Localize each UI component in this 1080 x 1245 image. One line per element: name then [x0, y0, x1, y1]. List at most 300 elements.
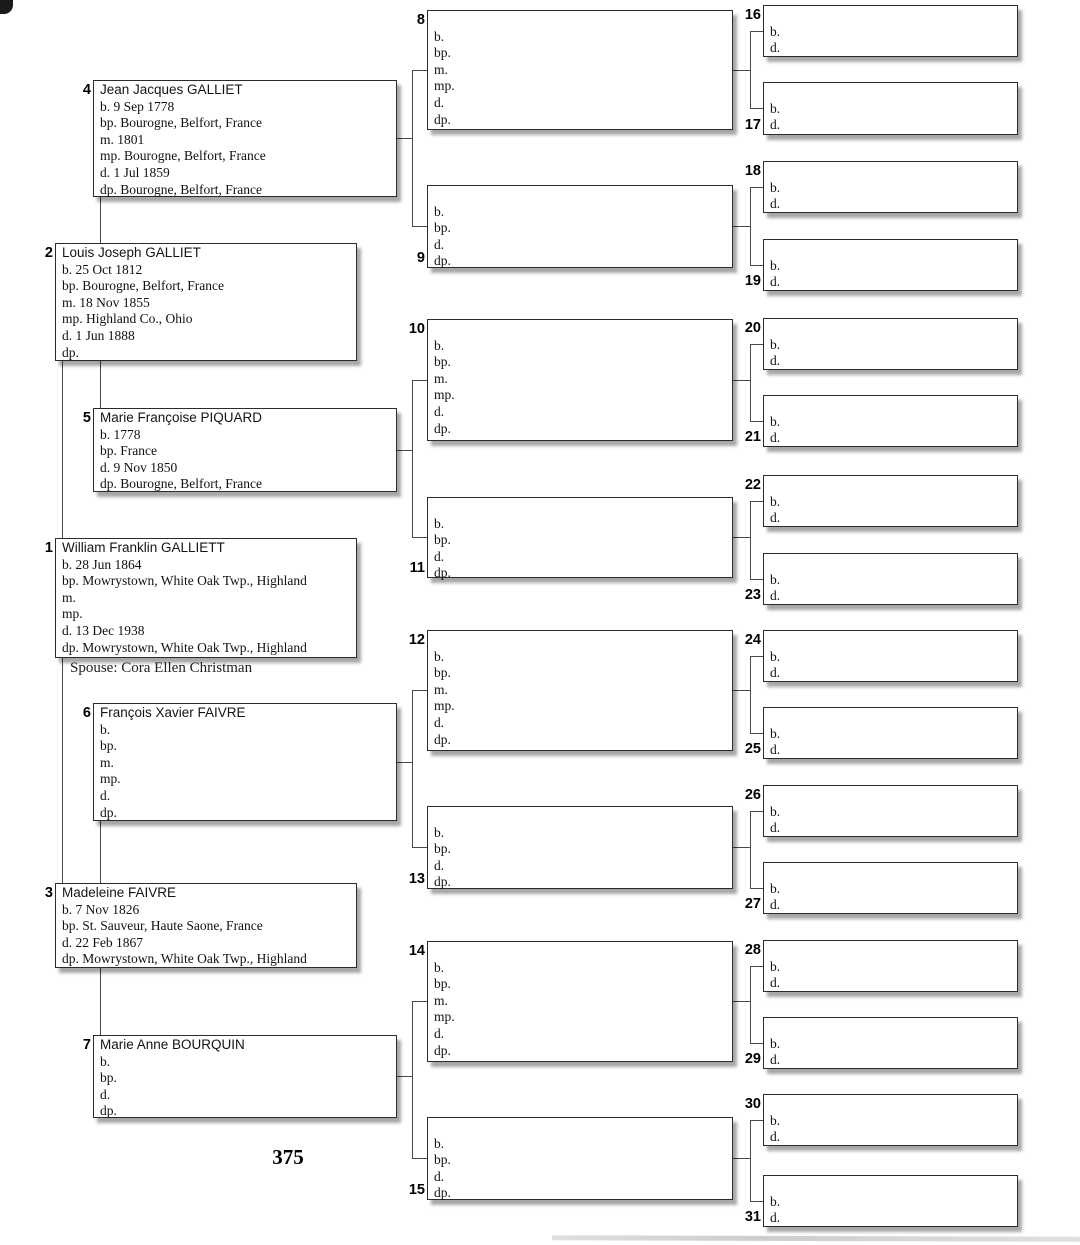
field-label: b. [62, 261, 73, 277]
connector-line [750, 421, 763, 422]
connector-line [733, 380, 750, 381]
field-label: d. [770, 40, 781, 55]
field-value: 22 Feb 1867 [75, 934, 143, 950]
field-label: b. [434, 28, 445, 44]
field-label: b. [434, 648, 445, 664]
field-label: bp. [100, 738, 117, 754]
person-box-14 [427, 941, 733, 1062]
field-value: Bourogne, Belfort, France [82, 278, 224, 294]
person-field-line [100, 771, 394, 788]
person-box-13 [427, 806, 733, 889]
field-label: dp. [100, 476, 117, 492]
field-label: b. [100, 98, 111, 114]
person-name [434, 1119, 730, 1136]
person-field-line [434, 237, 730, 254]
person-box-23 [763, 553, 1018, 605]
person-number: 22 [744, 477, 761, 493]
connector-line [100, 361, 101, 408]
person-field-line [434, 371, 730, 388]
page-edge-shadow [552, 1235, 1080, 1241]
field-label: b. [434, 1135, 445, 1151]
connector-line [397, 762, 412, 763]
connector-line [100, 197, 101, 243]
connector-line [750, 108, 763, 109]
person-field-line [62, 640, 354, 657]
person-field-line [770, 414, 1015, 430]
person-number: 15 [408, 1182, 425, 1198]
field-label: bp. [62, 278, 79, 294]
field-label: dp. [434, 420, 451, 436]
person-field-line [770, 804, 1015, 820]
person-field-line [100, 1070, 394, 1087]
field-label: mp. [100, 148, 121, 164]
person-number: 12 [408, 632, 425, 648]
person-box-4 [93, 80, 397, 197]
connector-line [750, 1120, 751, 1201]
field-label: d. [770, 665, 781, 680]
connector-line [750, 811, 751, 888]
spouse-note: Spouse: Cora Ellen Christman [70, 660, 253, 676]
field-value: 25 Oct 1812 [75, 261, 143, 277]
person-number: 7 [82, 1037, 91, 1053]
person-box-19 [763, 239, 1018, 291]
person-name [770, 242, 1015, 258]
person-number: 28 [744, 942, 761, 958]
person-box-31 [763, 1175, 1018, 1227]
field-label: m. [62, 294, 76, 310]
person-field-line [100, 182, 394, 199]
person-field-line [434, 825, 730, 842]
person-field-line [434, 62, 730, 79]
person-number: 26 [744, 787, 761, 803]
person-field-line [100, 115, 394, 132]
field-label: dp. [434, 1042, 451, 1058]
person-field-line [100, 722, 394, 739]
field-label: mp. [62, 606, 83, 622]
person-field-line [62, 623, 354, 640]
field-label: b. [62, 901, 73, 917]
person-field-line [434, 95, 730, 112]
person-field-line [100, 427, 394, 444]
person-field-line [62, 935, 354, 952]
person-box-29 [763, 1017, 1018, 1069]
field-label: b. [100, 1053, 111, 1069]
connector-line [733, 1001, 750, 1002]
person-field-line [434, 253, 730, 270]
field-label: b. [770, 180, 781, 195]
person-field-line [434, 665, 730, 682]
person-field-line [100, 738, 394, 755]
person-name [770, 8, 1015, 24]
field-label: b. [770, 804, 781, 819]
person-box-18 [763, 161, 1018, 213]
field-value: Bourogne, Belfort, France [120, 476, 262, 492]
field-label: d. [770, 897, 781, 912]
connector-line [750, 265, 763, 266]
person-field-line [434, 29, 730, 46]
person-box-5 [93, 408, 397, 492]
person-name [770, 943, 1015, 959]
field-label: b. [770, 101, 781, 116]
person-number: 23 [744, 587, 761, 603]
connector-line [750, 344, 751, 421]
field-label: mp. [434, 78, 455, 94]
person-number: 4 [82, 82, 91, 98]
field-label: b. [434, 515, 445, 531]
person-field-line [770, 430, 1015, 446]
person-field-line [770, 742, 1015, 758]
field-label: mp. [434, 1009, 455, 1025]
field-label: d. [434, 857, 445, 873]
person-box-25 [763, 707, 1018, 759]
person-field-line [100, 1087, 394, 1104]
field-label: bp. [62, 573, 79, 589]
person-name: Marie Françoise PIQUARD [100, 410, 263, 425]
connector-line [750, 811, 763, 812]
field-value: Highland Co., Ohio [86, 311, 193, 327]
field-label: b. [770, 494, 781, 509]
field-label: b. [770, 1113, 781, 1128]
person-box-28 [763, 940, 1018, 992]
connector-line [412, 380, 427, 381]
field-label: dp. [434, 731, 451, 747]
person-name [434, 632, 730, 649]
person-box-17 [763, 82, 1018, 135]
person-field-line [434, 976, 730, 993]
field-label: bp. [434, 220, 451, 236]
person-name: Marie Anne BOURQUIN [100, 1037, 245, 1052]
person-field-line [62, 606, 354, 623]
person-number: 3 [44, 885, 53, 901]
person-box-24 [763, 630, 1018, 682]
person-field-line [62, 295, 354, 312]
connector-line [412, 226, 427, 227]
person-field-line [62, 590, 354, 607]
person-number: 8 [416, 12, 425, 28]
person-field-line [770, 494, 1015, 510]
field-label: d. [770, 510, 781, 525]
person-field-line [770, 1210, 1015, 1226]
person-field-line [434, 404, 730, 421]
connector-line [733, 226, 750, 227]
field-label: d. [100, 459, 111, 475]
person-field-line [100, 132, 394, 149]
field-label: m. [434, 61, 448, 77]
person-field-line [434, 993, 730, 1010]
connector-line [750, 1120, 763, 1121]
person-field-line [770, 101, 1015, 117]
scan-corner-artifact [0, 0, 13, 14]
person-field-line [434, 338, 730, 355]
person-field-line [434, 516, 730, 533]
person-field-line [434, 1136, 730, 1153]
field-label: d. [434, 94, 445, 110]
connector-line [733, 537, 750, 538]
person-name [770, 788, 1015, 804]
field-label: dp. [434, 874, 451, 890]
field-label: d. [62, 327, 73, 343]
field-label: dp. [434, 253, 451, 269]
person-field-line [434, 354, 730, 371]
field-value: Bourogne, Belfort, France [124, 148, 266, 164]
person-name [770, 321, 1015, 337]
person-name: Madeleine FAIVRE [62, 885, 177, 900]
person-field-line [100, 476, 394, 493]
person-field-line [434, 732, 730, 749]
person-field-line [770, 572, 1015, 588]
field-label: b. [62, 556, 73, 572]
connector-line [100, 821, 101, 883]
field-label: d. [770, 1052, 781, 1067]
field-label: bp. [434, 976, 451, 992]
connector-line [397, 138, 412, 139]
person-number: 10 [408, 321, 425, 337]
field-label: dp. [100, 1103, 117, 1119]
field-label: b. [770, 726, 781, 741]
field-label: b. [434, 959, 445, 975]
person-field-line [434, 715, 730, 732]
person-field-line [434, 387, 730, 404]
connector-line [733, 70, 750, 71]
person-field-line [434, 841, 730, 858]
field-label: bp. [62, 918, 79, 934]
person-field-line [770, 975, 1015, 991]
field-value: 28 Jun 1864 [75, 556, 142, 572]
person-box-20 [763, 318, 1018, 370]
person-field-line [100, 1103, 394, 1120]
person-number: 31 [744, 1209, 761, 1225]
connector-line [412, 1158, 427, 1159]
person-field-line [770, 24, 1015, 40]
field-label: m. [100, 131, 114, 147]
field-label: dp. [100, 181, 117, 197]
connector-line [733, 1158, 750, 1159]
connector-line [62, 361, 63, 538]
person-number: 6 [82, 705, 91, 721]
person-field-line [62, 262, 354, 279]
field-label: bp. [434, 45, 451, 61]
person-field-line [100, 148, 394, 165]
person-name: Jean Jacques GALLIET [100, 82, 243, 97]
person-number: 11 [409, 560, 425, 576]
connector-line [750, 187, 763, 188]
person-number: 5 [82, 410, 91, 426]
connector-line [750, 888, 763, 889]
field-label: bp. [434, 665, 451, 681]
person-box-11 [427, 497, 733, 581]
person-field-line [434, 1026, 730, 1043]
person-number: 16 [744, 7, 761, 23]
field-label: d. [434, 1025, 445, 1041]
field-label: bp. [100, 443, 117, 459]
connector-line [750, 1043, 763, 1044]
connector-line [750, 501, 751, 579]
field-label: b. [770, 572, 781, 587]
person-field-line [770, 881, 1015, 897]
connector-line [397, 450, 412, 451]
person-field-line [100, 443, 394, 460]
person-field-line [100, 99, 394, 116]
person-field-line [434, 421, 730, 438]
person-field-line [770, 258, 1015, 274]
connector-line [750, 733, 763, 734]
person-box-21 [763, 395, 1018, 447]
connector-line [412, 380, 413, 537]
person-field-line [434, 1169, 730, 1186]
field-label: b. [770, 649, 781, 664]
person-name [770, 85, 1015, 101]
field-value: France [120, 443, 157, 459]
person-name [770, 633, 1015, 649]
field-value: 18 Nov 1855 [79, 294, 150, 310]
connector-line [412, 847, 427, 848]
person-box-26 [763, 785, 1018, 837]
connector-line [100, 968, 101, 1035]
person-name [770, 1020, 1015, 1036]
field-label: d. [434, 1168, 445, 1184]
person-name [434, 12, 730, 29]
person-field-line [770, 649, 1015, 665]
field-label: d. [434, 548, 445, 564]
person-name [434, 943, 730, 960]
person-field-line [434, 1152, 730, 1169]
connector-line [412, 1001, 413, 1158]
person-field-line [62, 902, 354, 919]
page-number: 375 [272, 1145, 304, 1169]
person-name: François Xavier FAIVRE [100, 705, 246, 720]
person-number: 24 [744, 632, 761, 648]
person-field-line [100, 755, 394, 772]
field-label: b. [100, 721, 111, 737]
field-label: mp. [100, 771, 121, 787]
connector-line [750, 31, 763, 32]
person-field-line [62, 278, 354, 295]
person-number: 19 [744, 273, 761, 289]
field-label: d. [100, 164, 111, 180]
person-number: 14 [408, 943, 425, 959]
connector-line [750, 966, 763, 967]
connector-line [750, 656, 763, 657]
person-field-line [770, 1129, 1015, 1145]
person-box-1 [55, 538, 357, 658]
connector-line [733, 847, 750, 848]
field-label: d. [62, 934, 73, 950]
connector-line [750, 966, 751, 1043]
person-field-line [434, 78, 730, 95]
field-label: d. [770, 975, 781, 990]
field-label: b. [100, 426, 111, 442]
field-label: d. [770, 430, 781, 445]
person-name [770, 710, 1015, 726]
person-box-22 [763, 475, 1018, 527]
person-field-line [434, 532, 730, 549]
person-name [434, 499, 730, 516]
field-label: dp. [62, 951, 79, 967]
person-box-3 [55, 883, 357, 968]
person-box-15 [427, 1117, 733, 1200]
connector-line [62, 658, 63, 883]
person-field-line [100, 788, 394, 805]
connector-line [412, 70, 427, 71]
person-field-line [434, 960, 730, 977]
field-label: d. [434, 714, 445, 730]
person-field-line [770, 1194, 1015, 1210]
person-box-10 [427, 319, 733, 441]
person-name [770, 398, 1015, 414]
field-label: mp. [62, 311, 83, 327]
field-label: dp. [434, 1185, 451, 1201]
person-box-12 [427, 630, 733, 751]
field-label: dp. [434, 565, 451, 581]
person-number: 25 [744, 741, 761, 757]
connector-line [733, 690, 750, 691]
person-name [434, 808, 730, 825]
person-field-line [62, 345, 354, 362]
person-number: 1 [44, 540, 53, 556]
person-name [770, 1097, 1015, 1113]
field-value: Mowrystown, White Oak Twp., Highland [82, 639, 307, 655]
person-field-line [770, 897, 1015, 913]
person-field-line [770, 274, 1015, 290]
person-field-line [100, 165, 394, 182]
person-field-line [434, 565, 730, 582]
field-value: 1 Jul 1859 [113, 164, 170, 180]
field-value: Bourogne, Belfort, France [120, 115, 262, 131]
field-label: mp. [434, 387, 455, 403]
person-box-7 [93, 1035, 397, 1118]
person-field-line [770, 665, 1015, 681]
field-label: bp. [434, 354, 451, 370]
person-field-line [770, 726, 1015, 742]
person-field-line [62, 311, 354, 328]
person-number: 2 [44, 245, 53, 261]
person-name [770, 164, 1015, 180]
person-field-line [770, 820, 1015, 836]
field-label: m. [434, 992, 448, 1008]
field-value: 1801 [117, 131, 145, 147]
field-label: d. [100, 787, 111, 803]
field-label: dp. [434, 111, 451, 127]
field-label: d. [770, 820, 781, 835]
field-label: d. [770, 353, 781, 368]
person-field-line [62, 951, 354, 968]
field-label: b. [770, 337, 781, 352]
person-field-line [770, 117, 1015, 133]
person-field-line [434, 112, 730, 129]
person-field-line [770, 180, 1015, 196]
person-name [770, 865, 1015, 881]
person-field-line [62, 328, 354, 345]
person-field-line [770, 1036, 1015, 1052]
person-number: 13 [408, 871, 425, 887]
person-box-27 [763, 862, 1018, 914]
field-value: 13 Dec 1938 [75, 622, 145, 638]
person-field-line [434, 682, 730, 699]
person-field-line [770, 353, 1015, 369]
connector-line [397, 1076, 412, 1077]
person-field-line [100, 1054, 394, 1071]
field-label: b. [434, 824, 445, 840]
connector-line [750, 579, 763, 580]
connector-line [412, 690, 413, 847]
person-field-line [434, 874, 730, 891]
field-label: bp. [434, 841, 451, 857]
person-name [770, 1178, 1015, 1194]
person-number: 30 [744, 1096, 761, 1112]
field-label: dp. [100, 804, 117, 820]
field-label: m. [100, 754, 114, 770]
field-label: b. [434, 337, 445, 353]
